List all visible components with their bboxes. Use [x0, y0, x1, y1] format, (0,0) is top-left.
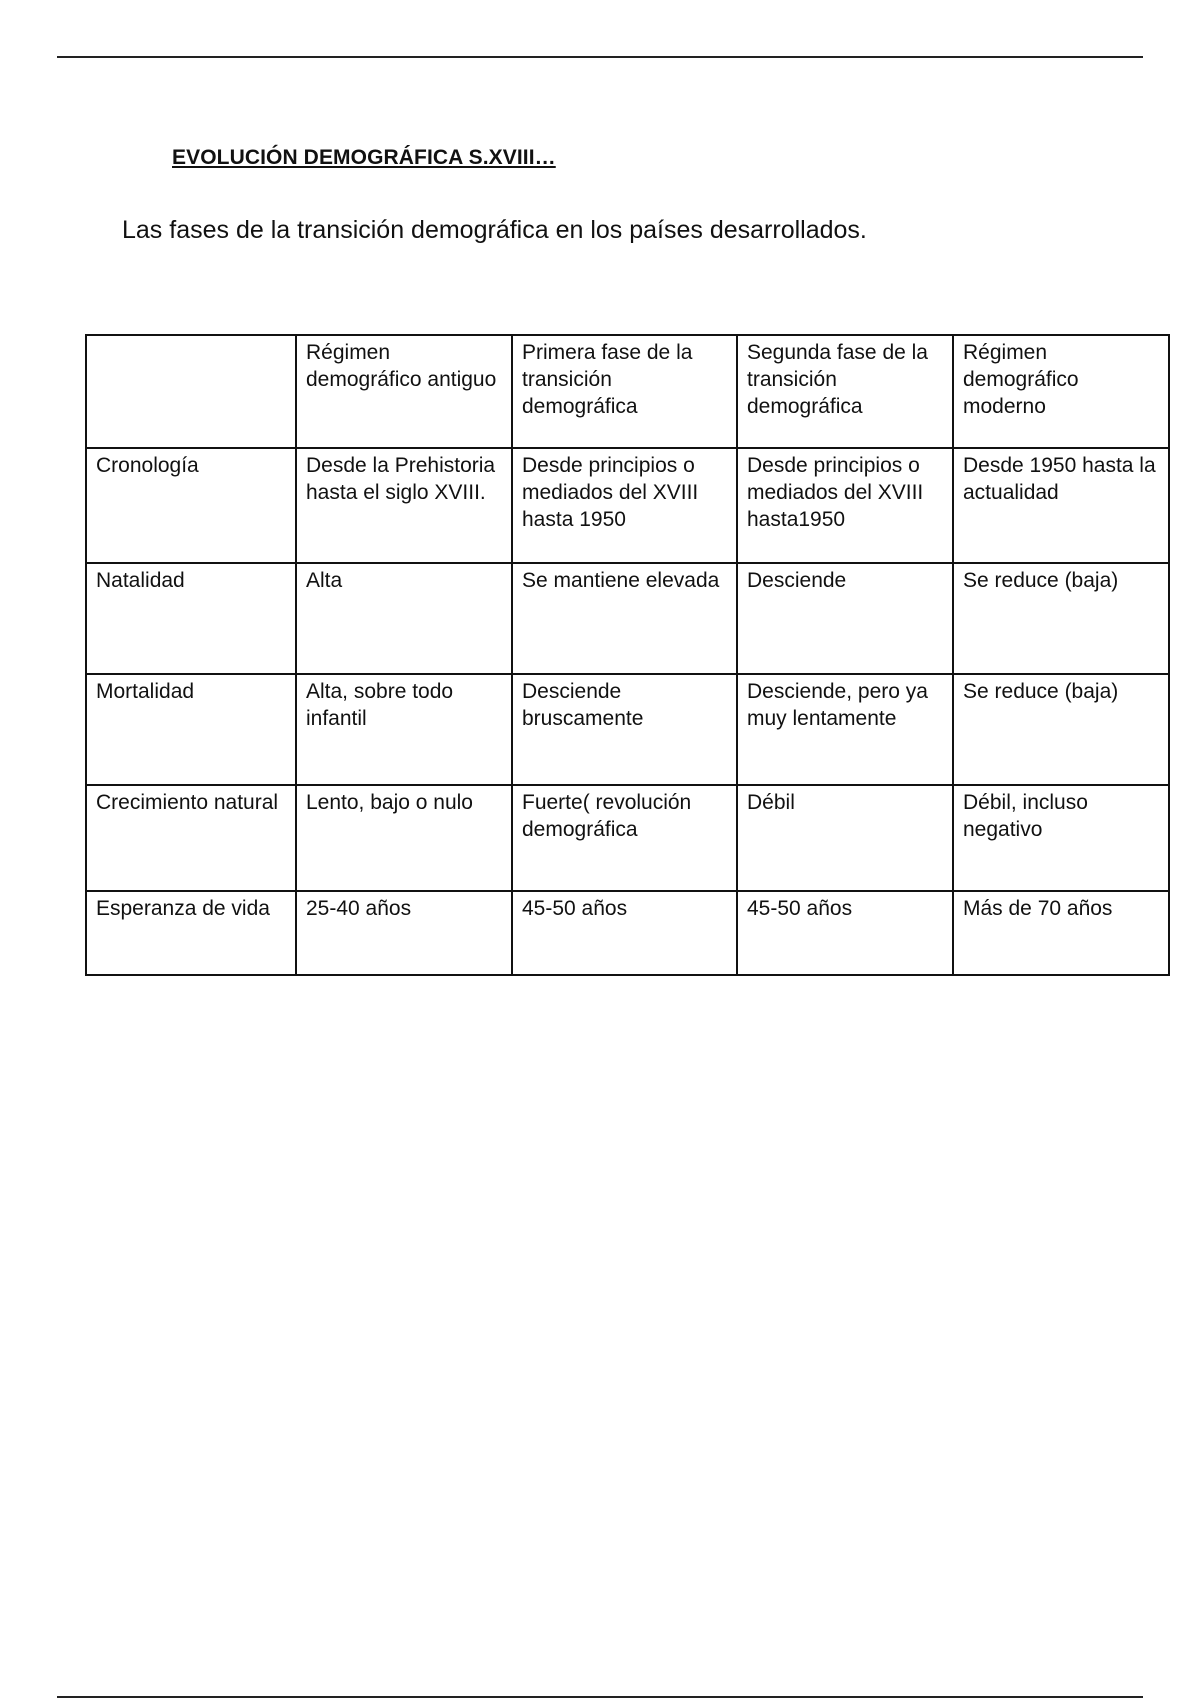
row-label-mortalidad: Mortalidad — [86, 674, 296, 785]
table-cell: Lento, bajo o nulo — [296, 785, 512, 891]
header-cell-regimen-antiguo: Régimen demográfico antiguo — [296, 335, 512, 448]
top-rule — [57, 56, 1143, 58]
table-row-natalidad — [86, 563, 1169, 674]
table-cell: Débil — [737, 785, 953, 891]
document-title: EVOLUCIÓN DEMOGRÁFICA S.XVIII… — [172, 146, 556, 169]
table-cell: Se reduce (baja) — [953, 563, 1169, 674]
table-row-crecimiento-natural — [86, 785, 1169, 891]
demographic-transition-table — [85, 334, 1170, 976]
row-label-natalidad: Natalidad — [86, 563, 296, 674]
table-cell: Débil, incluso negativo — [953, 785, 1169, 891]
table-cell: Desciende — [737, 563, 953, 674]
table-cell: Alta — [296, 563, 512, 674]
table-cell: Alta, sobre todo infantil — [296, 674, 512, 785]
table-cell: Desciende bruscamente — [512, 674, 737, 785]
table-cell: Más de 70 años — [953, 891, 1169, 975]
table-cell: Desde la Prehistoria hasta el siglo XVIII. — [296, 448, 512, 563]
bottom-rule — [57, 1696, 1143, 1698]
header-cell-regimen-moderno: Régimen demográfico moderno — [953, 335, 1169, 448]
table-row-mortalidad — [86, 674, 1169, 785]
table-row-esperanza-de-vida — [86, 891, 1169, 975]
row-label-cronologia: Cronología — [86, 448, 296, 563]
table-cell: 25-40 años — [296, 891, 512, 975]
table-cell: Se reduce (baja) — [953, 674, 1169, 785]
table-cell: Desde principios o mediados del XVIII hasta 1950 — [512, 448, 737, 563]
header-cell-segunda-fase: Segunda fase de la transición demográfica — [737, 335, 953, 448]
table-cell: Desde principios o mediados del XVIII hasta1950 — [737, 448, 953, 563]
table-cell: Fuerte( revolución demográfica — [512, 785, 737, 891]
document-subtitle: Las fases de la transición demográfica en los países desarrollados. — [122, 216, 867, 244]
table-cell: Desde 1950 hasta la actualidad — [953, 448, 1169, 563]
row-label-crecimiento-natural: Crecimiento natural — [86, 785, 296, 891]
table-cell: 45-50 años — [512, 891, 737, 975]
table-header-row — [86, 335, 1169, 448]
header-cell-primera-fase: Primera fase de la transición demográfica — [512, 335, 737, 448]
table-cell: Desciende, pero ya muy lentamente — [737, 674, 953, 785]
row-label-esperanza-de-vida: Esperanza de vida — [86, 891, 296, 975]
table-row-cronologia — [86, 448, 1169, 563]
header-cell-empty — [86, 335, 296, 448]
table-cell: Se mantiene elevada — [512, 563, 737, 674]
table-cell: 45-50 años — [737, 891, 953, 975]
